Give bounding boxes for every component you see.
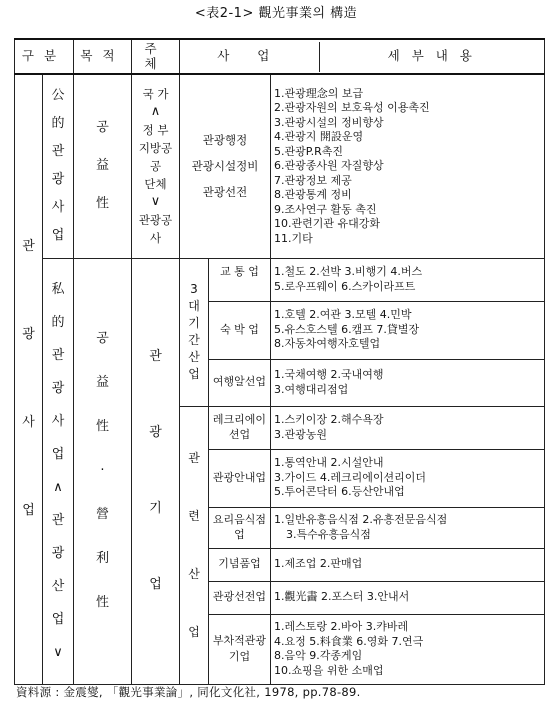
- public-purpose-cell: 공 益 性: [74, 74, 132, 258]
- table-row: [15, 258, 545, 301]
- group-related-cell: 관 련 산 업: [180, 406, 209, 684]
- business-travel-agency: 여행알선업: [209, 359, 271, 406]
- details-transport: 1.철도 2.선박 3.비행기 4.버스 5.로우프웨이 6.스카이라프트: [271, 258, 545, 301]
- header-category: 구분: [15, 39, 74, 74]
- big-category-cell: 관 광 사 업: [15, 74, 43, 684]
- details-secondary: 1.레스토랑 2.바아 3.캬바레 4.요정 5.料食業 6.영화 7.연극 8.음악 9.각종게임 10.쇼핑을 위한 소매업: [271, 614, 545, 684]
- business-secondary: 부차적관광기업: [209, 614, 271, 684]
- business-recreation: 레크리에이션업: [209, 406, 271, 449]
- details-souvenir: 1.제조업 2.판매업: [271, 548, 545, 581]
- group-three-major-cell: 3 대 기 간 산 업: [180, 258, 209, 406]
- details-promotion: 1.觀光畵 2.포스터 3.안내서: [271, 581, 545, 614]
- header-business-and-details: [180, 39, 545, 74]
- details-recreation: 1.스키이장 2.해수욕장 3.관광농원: [271, 406, 545, 449]
- business-souvenir: 기념품업: [209, 548, 271, 581]
- details-lodging: 1.호텔 2.여관 3.모텔 4.민박 5.유스호스텔 6.캠프 7.貸별장 8.자동차여행자호텔업: [271, 301, 545, 359]
- details-guide: 1.통역안내 2.시설안내 3.가이드 4.레크리에이션리이더 5.투어콘닥터 6.등산안내업: [271, 449, 545, 507]
- public-row: [15, 74, 545, 258]
- private-category-cell: 私 的 관 광 사 업 ∧ 관 광 산 업 ∨: [43, 258, 74, 684]
- header-subject: 주체: [132, 39, 180, 74]
- business-guide: 관광안내업: [209, 449, 271, 507]
- header-details: 세 부 내 용: [387, 48, 476, 64]
- header-row: [15, 39, 545, 74]
- header-business: 사 업: [180, 42, 319, 72]
- header-purpose: 목적: [74, 39, 132, 74]
- public-subject-cell: 국 가 ∧ 정 부 지방공공 단체 ∨ 관광공사: [132, 74, 180, 258]
- private-purpose-cell: 공 益 性 · 營 利 性: [74, 258, 132, 684]
- business-lodging: 숙 박 업: [209, 301, 271, 359]
- tourism-structure-table: [14, 38, 545, 685]
- business-restaurant: 요리음식점업: [209, 507, 271, 548]
- public-business-cell: 관광행정 관광시설정비 관광선전: [180, 74, 271, 258]
- business-promotion: 관광선전업: [209, 581, 271, 614]
- public-details-cell: 1.관광理念의 보급 2.관광자원의 보호육성 이용촉진 3.관광시설의 정비향상 4.관광지 開設운영 5.관광P.R촉진 6.관광종사원 자질향상 7.관광정보 제공 8.관광통계 정비 9.조사연구 활동 촉진 10.관련기관 유대강화 11.기타: [271, 74, 545, 258]
- table-caption: <表2-1> 觀光事業의 構造: [194, 6, 358, 21]
- private-subject-cell: 관 광 기 업: [132, 258, 180, 684]
- public-category-cell: 公 的 관 광 사 업: [43, 74, 74, 258]
- details-travel-agency: 1.국채여행 2.국내여행 3.여행대리점업: [271, 359, 545, 406]
- details-restaurant: 1.일반유흥음식점 2.유흥전문음식점 3.특수유흥음식점: [271, 507, 545, 548]
- source-note: 資料源 : 金震燮, 「觀光事業論」, 同化文化社, 1978, pp.78-89.: [16, 685, 361, 699]
- business-transport: 교 통 업: [209, 258, 271, 301]
